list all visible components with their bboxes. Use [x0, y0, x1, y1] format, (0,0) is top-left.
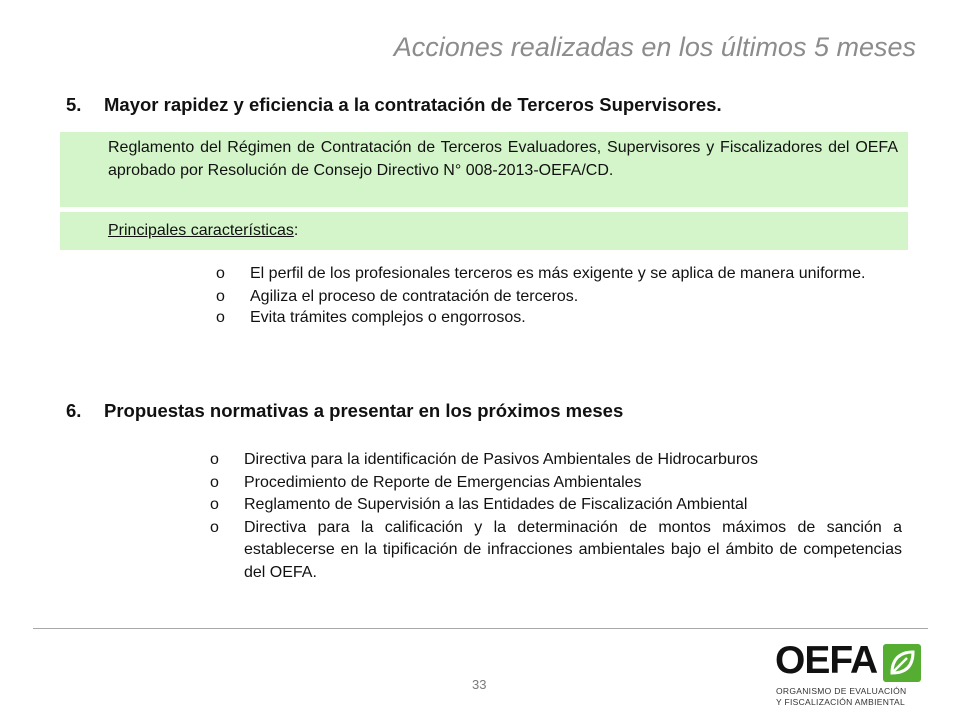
- section-5-heading: [66, 94, 722, 116]
- footer-divider: [33, 628, 928, 629]
- oefa-logo: [775, 640, 935, 715]
- logo-wordmark: OEFA: [775, 639, 878, 682]
- list-item: [216, 286, 898, 307]
- list-item-text: El perfil de los profesionales terceros es más exigente y se aplica de manera uniforme.: [250, 265, 866, 282]
- bullet-marker: o: [216, 309, 225, 326]
- list-item-text: Procedimiento de Reporte de Emergencias Ambientales: [244, 473, 642, 491]
- list-item-text: Reglamento de Supervisión a las Entidades de Fiscalización Ambiental: [244, 496, 748, 513]
- page-number: 33: [472, 677, 487, 692]
- features-list: [216, 262, 898, 328]
- list-item-text: Agiliza el proceso de contratación de terceros.: [250, 288, 579, 305]
- list-item: [216, 262, 898, 286]
- list-item-text: Directiva para la identificación de Pasivos Ambientales de Hidrocarburos: [244, 451, 759, 468]
- list-item-text: Directiva para la calificación y la determinación de montos máximos de sanción a establecerse en la tipificación de infracciones ambientales bajo el ámbito de competencias del OEFA.: [244, 518, 902, 581]
- list-item: [210, 472, 902, 495]
- section-5-heading-text: Mayor rapidez y eficiencia a la contratación de Terceros Supervisores.: [104, 94, 722, 115]
- leaf-icon: [883, 644, 921, 682]
- list-item: [210, 449, 902, 472]
- section-6-heading: [66, 400, 623, 422]
- list-item-text: Evita trámites complejos o engorrosos.: [250, 309, 526, 326]
- features-colon: :: [293, 222, 299, 239]
- bullet-marker: o: [216, 265, 225, 282]
- list-item: [216, 307, 898, 328]
- list-item: [210, 494, 902, 517]
- regulation-text: Reglamento del Régimen de Contratación de Terceros Evaluadores, Supervisores y Fiscalizadores del OEFA aprobado por Resolución de Consejo Directivo N° 008-2013-OEFA/CD.: [108, 139, 898, 179]
- logo-tagline-line2: Y FISCALIZACIÓN AMBIENTAL: [776, 697, 906, 707]
- bullet-marker: o: [216, 288, 225, 305]
- proposals-list: [210, 449, 902, 584]
- bullet-marker: o: [210, 451, 219, 468]
- regulation-box: [60, 132, 908, 207]
- features-label: Principales características: [108, 222, 294, 239]
- features-box: [60, 212, 908, 250]
- list-item: [210, 517, 902, 585]
- section-6-heading-text: Propuestas normativas a presentar en los próximos meses: [104, 400, 624, 421]
- slide-title: Acciones realizadas en los últimos 5 meses: [393, 32, 916, 62]
- logo-tagline: [776, 686, 907, 708]
- section-6-number: 6.: [66, 400, 82, 421]
- bullet-marker: o: [210, 473, 219, 491]
- bullet-marker: o: [210, 518, 219, 536]
- logo-tagline-line1: ORGANISMO DE EVALUACIÓN: [776, 686, 907, 696]
- bullet-marker: o: [210, 496, 219, 513]
- section-5-number: 5.: [66, 94, 82, 115]
